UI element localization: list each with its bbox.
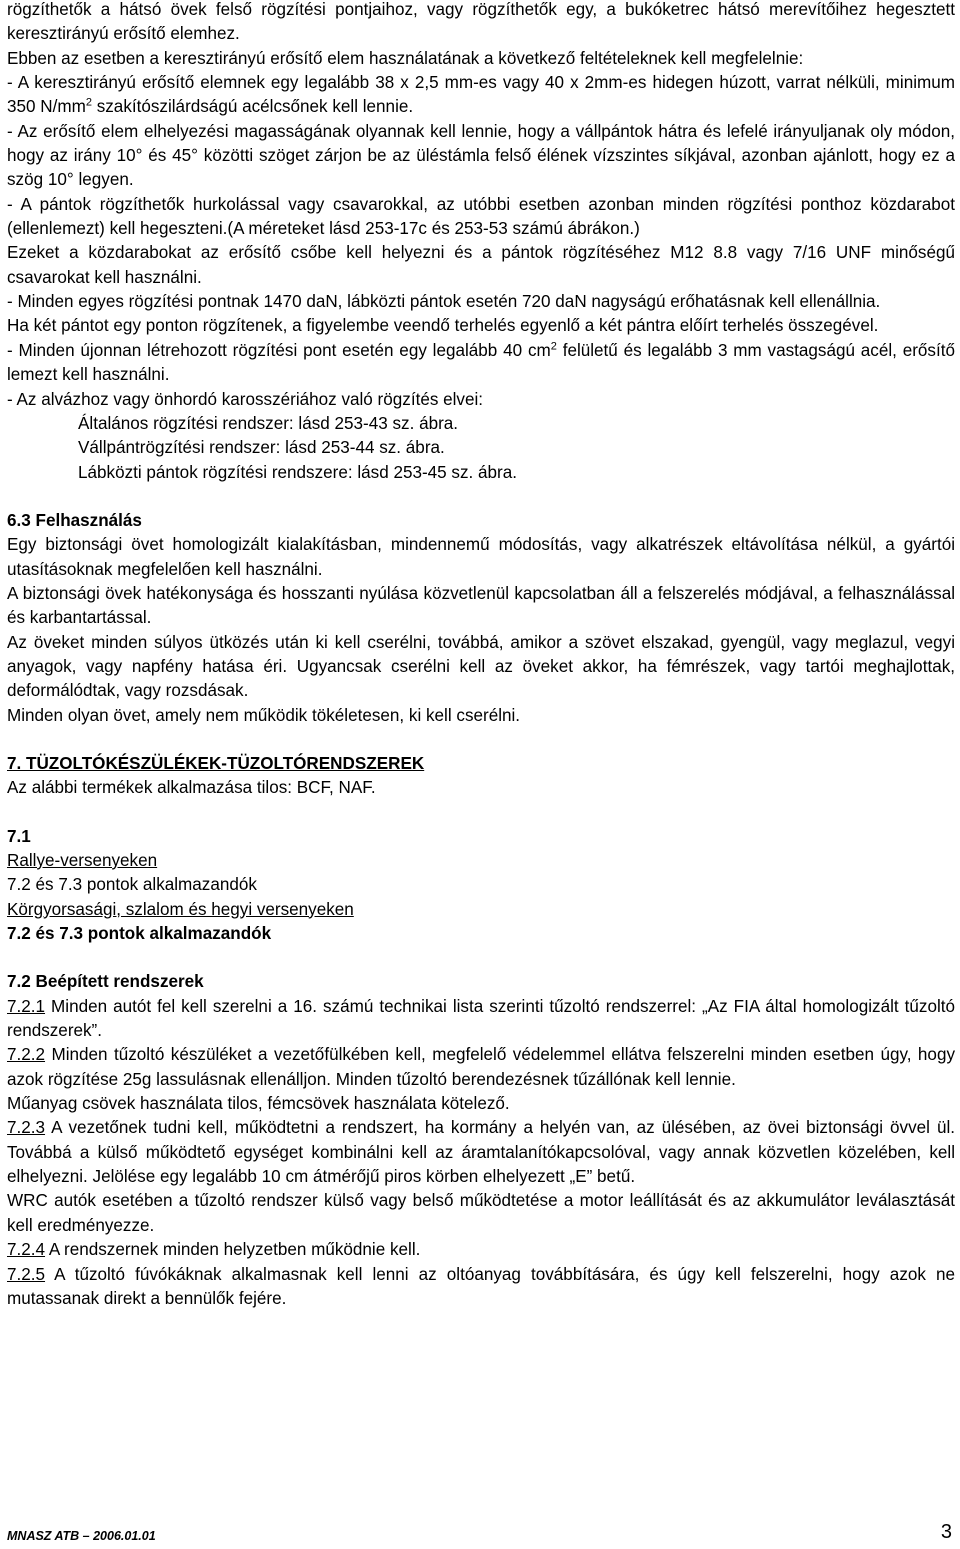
- line-underlined: Rallye-versenyeken: [7, 851, 158, 870]
- paragraph: Minden olyan övet, amely nem működik tökéletesen, ki kell cserélni.: [7, 705, 521, 725]
- paragraph: Ebben az esetben a keresztirányú erősítő elem használatának a következő feltételeknek kell megfelelnie:: [7, 48, 804, 68]
- paragraph: - Az alvázhoz vagy önhordó karosszériához való rögzítés elvei:: [7, 389, 484, 409]
- paragraph: [7, 1238, 955, 1262]
- text-run: - Minden újonnan létrehozott rögzítési pont esetén egy legalább 40 cm: [7, 340, 551, 360]
- text-run: Minden tűzoltó készüléket a vezetőfülkében kell, megfelelő védelemmel ellátva felszerelni minden esetben úgy, hogy azok rögzítése 25g lassulásnak ellenálljon. Minden tűzoltó berendezésnek tűzállónak kell lennie.: [7, 1045, 955, 1089]
- paragraph: Műanyag csövek használata tilos, fémcsövek használata kötelező.: [7, 1094, 510, 1114]
- paragraph: WRC autók esetében a tűzoltó rendszer külső vagy belső működtetése a motor leállítását és az akkumulátor leválasztását kell eredményezze.: [7, 1191, 955, 1235]
- superscript: 2: [85, 96, 92, 109]
- section-heading-7: 7. TÜZOLTÓKÉSZÜLÉKEK-TÜZOLTÓRENDSZEREK: [7, 753, 425, 773]
- paragraph: Ha két pántot egy ponton rögzítenek, a figyelembe veendő terhelés egyenlő a két pántra előírt terhelés összegével.: [7, 316, 879, 336]
- indented-line: Általános rögzítési rendszer: lásd 253-43 sz. ábra.: [78, 413, 459, 433]
- clause-number: 7.2.3: [7, 1118, 46, 1138]
- section-heading-6-3: 6.3 Felhasználás: [7, 510, 142, 530]
- paragraph: [7, 1116, 955, 1189]
- section-heading-7-2: 7.2 Beépített rendszerek: [7, 972, 204, 992]
- line: 7.2 és 7.3 pontok alkalmazandók: [7, 875, 257, 895]
- paragraph: A biztonsági övek hatékonysága és hosszanti nyúlása közvetlenül kapcsolatban áll a felszerelés módjával, a felhasználással és karbantartással.: [7, 583, 955, 628]
- paragraph: - Az erősítő elem elhelyezési magasságának olyannak kell lennie, hogy a vállpántok hátra és lefelé irányuljanak oly módon, hogy az irány 10° és 45° közötti szöget zárjon be az üléstámla felső élének vízszintes síkjával, azonban ajánlott, hogy ez a szög 10° legyen.: [7, 121, 955, 190]
- text-run: felületű és legalább 3 mm vastagságú acél, erősítő lemezt kell használni.: [7, 340, 955, 385]
- line-underlined: Körgyorsasági, szlalom és hegyi versenyeken: [7, 899, 354, 919]
- clause-number: 7.2.5: [7, 1264, 46, 1284]
- clause-number: 7.2.4: [7, 1240, 46, 1260]
- paragraph: - Minden egyes rögzítési pontnak 1470 daN, lábközti pántok esetén 720 daN nagyságú erőhatásnak kell ellenállnia.: [7, 292, 881, 312]
- paragraph: Az öveket minden súlyos ütközés után ki kell cserélni, továbbá, amikor a szövet elszakad, gyengül, vagy meglazul, vegyi anyagok, vagy napfény hatása éri. Ugyancsak cserélni kell az öveket akkor, ha fémrészek, vagy tartói meghajlottak, deformálódtak, vagy rozsdásak.: [7, 632, 955, 701]
- paragraph: Az alábbi termékek alkalmazása tilos: BCF, NAF.: [7, 778, 376, 798]
- clause-number: 7.2.2: [7, 1045, 46, 1065]
- paragraph: [7, 1043, 955, 1092]
- text-run: szakítószilárdságú acélcsőnek kell lennie.: [91, 97, 414, 117]
- text-run: - A keresztirányú erősítő elemnek egy legalább 38 x 2,5 mm-es vagy 40 x 2mm-es hidegen húzott, varrat nélküli, minimum 350 N/mm: [7, 73, 955, 117]
- paragraph: Egy biztonsági övet homologizált kialakításban, mindennemű módosítás, vagy alkatrészek eltávolítása nélkül, a gyártói utasításoknak megfelelően kell használni.: [7, 535, 955, 579]
- indented-line: Vállpántrögzítési rendszer: lásd 253-44 sz. ábra.: [78, 438, 445, 458]
- section-heading-7-1: 7.1: [7, 826, 31, 846]
- paragraph: [7, 71, 955, 120]
- line-bold: 7.2 és 7.3 pontok alkalmazandók: [7, 924, 272, 944]
- page-number: 3: [940, 1521, 952, 1543]
- paragraph: Ezeket a közdarabokat az erősítő csőbe kell helyezni és a pántok rögzítéséhez M12 8.8 vagy 7/16 UNF minőségű csavarokat kell használni.: [7, 243, 955, 287]
- paragraph: rögzíthetők a hátsó övek felső rögzítési pontjaihoz, vagy rögzíthetők egy, a bukóketrec hátsó merevítőihez hegesztett keresztirányú erősítő elemhez.: [7, 0, 955, 44]
- indented-line: Lábközti pántok rögzítési rendszere: lásd 253-45 sz. ábra.: [78, 462, 517, 482]
- text-run: A tűzoltó fúvókáknak alkalmasnak kell lenni az oltóanyag továbbítására, és úgy kell felszerelni, hogy azok ne mutassanak direkt a bennülők fejére.: [7, 1264, 955, 1308]
- text-run: A rendszernek minden helyzetben működnie kell.: [45, 1240, 421, 1260]
- paragraph: [7, 1263, 955, 1312]
- paragraph: - A pántok rögzíthetők hurkolással vagy csavarokkal, az utóbbi esetben azonban minden rögzítési ponthoz közdarabot (ellenlemezt) kell hegeszteni.(A méreteket lásd 253-17c és 253-53 számú ábrákon.): [7, 194, 955, 239]
- clause-number: 7.2.1: [7, 996, 46, 1016]
- paragraph: [7, 995, 955, 1044]
- text-run: A vezetőnek tudni kell, működtetni a rendszert, ha kormány a helyén van, az ülésében, az övei biztonsági övvel ül. Továbbá a külső működtető egységet kombinálni kell az áramtalanítókapcsolóval, vagy annak közvetlen közelében, kell elhelyezni. Jelölése egy legalább 10 cm átmérőjű piros körben elhelyezett „E” betű.: [7, 1118, 955, 1187]
- page-content: [7, 0, 955, 1311]
- text-run: Minden autót fel kell szerelni a 16. számú technikai lista szerinti tűzoltó rendszerrel: „Az FIA által homologizált tűzoltó rendszerek”.: [7, 996, 955, 1041]
- superscript: 2: [550, 340, 557, 353]
- paragraph: [7, 339, 955, 388]
- footer-left: MNASZ ATB – 2006.01.01: [7, 1529, 156, 1543]
